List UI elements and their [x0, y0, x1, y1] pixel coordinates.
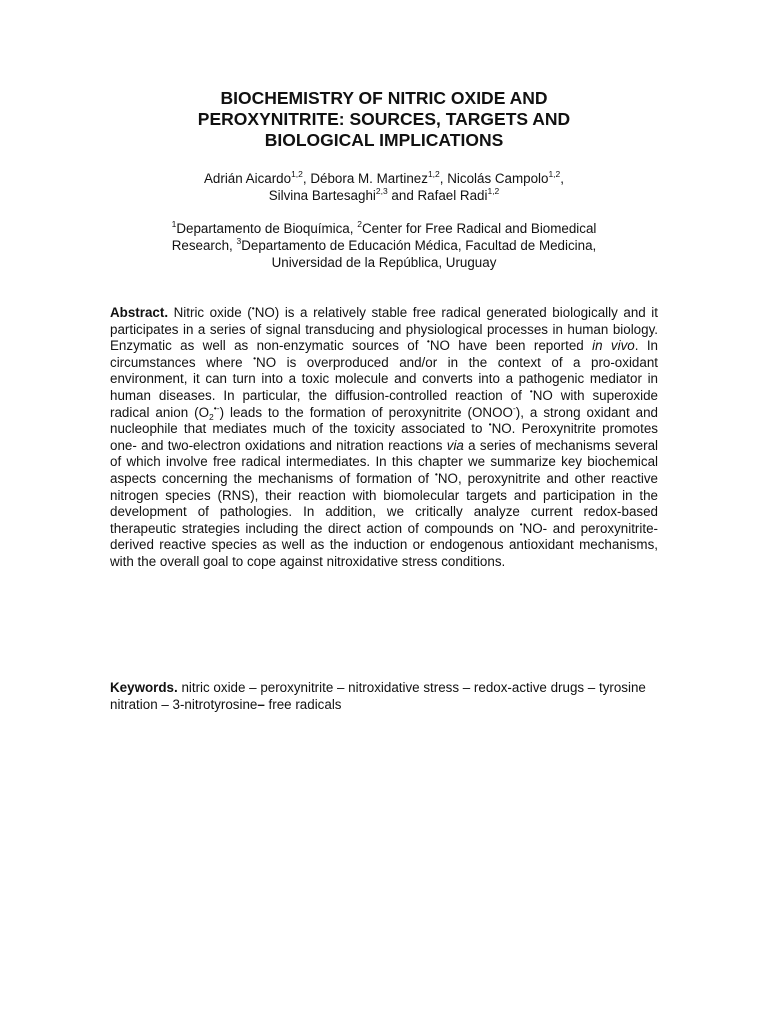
- affiliation-text: Departamento de Bioquímica,: [176, 221, 358, 236]
- author-affiliation-marker: 1,2: [548, 169, 561, 179]
- keywords-dash: –: [257, 697, 265, 712]
- abstract-text: Nitric oxide (: [168, 305, 252, 320]
- keywords-text: free radicals: [264, 697, 342, 712]
- radical-dot: •: [519, 518, 523, 529]
- title-line-2: PEROXYNITRITE: SOURCES, TARGETS AND: [197, 109, 571, 129]
- superscript: -: [512, 402, 516, 413]
- author-affiliation-marker: 2,3: [375, 186, 388, 196]
- author-separator: ,: [439, 171, 448, 186]
- affiliation-text: Research,: [171, 238, 237, 253]
- author-name: Rafael Radi: [417, 188, 488, 203]
- keywords: [110, 679, 658, 713]
- paper-title: [110, 88, 658, 151]
- affiliation-marker: 2: [357, 219, 362, 229]
- superscript: •-: [213, 402, 220, 413]
- affiliation-marker: 1: [171, 219, 177, 229]
- title-line-1: BIOCHEMISTRY OF NITRIC OXIDE AND: [220, 88, 548, 108]
- affiliation-marker: 3: [236, 236, 242, 246]
- abstract-italic-term: in vivo: [592, 338, 635, 354]
- keywords-label: Keywords.: [110, 680, 178, 695]
- abstract-text: . In circumstances where: [110, 338, 658, 370]
- subscript: 2: [209, 411, 214, 422]
- keywords-text: nitric oxide – peroxynitrite – nitroxidative stress – redox-active drugs – tyrosine nitration – 3-nitrotyrosine: [110, 680, 646, 712]
- abstract-text: NO is overproduced and/or in the context of a pro-oxidant environment, it can turn into a toxic molecule and converts into a pathogenic mediator in human diseases. In particular, the diffusion-controlled reaction of: [110, 354, 658, 403]
- abstract-text: NO- and peroxynitrite-derived reactive species as well as the induction or endogenous antioxidant mechanisms, with the overall goal to cope against nitroxidative stress conditions.: [110, 520, 658, 569]
- affiliation-text: Departamento de Educación Médica, Facultad de Medicina,: [241, 238, 597, 253]
- radical-dot: •: [253, 352, 257, 363]
- radical-dot: •: [488, 419, 492, 430]
- abstract-text: NO. Peroxynitrite promotes one- and two-electron oxidations and nitration reactions: [110, 421, 658, 453]
- author-name: Débora M. Martinez: [310, 171, 428, 186]
- author-separator: ,: [560, 171, 565, 186]
- author-name: Adrián Aicardo: [203, 171, 292, 186]
- author-name: Nicolás Campolo: [447, 171, 549, 186]
- author-affiliation-marker: 1,2: [291, 169, 303, 179]
- author-affiliation-marker: 1,2: [487, 186, 500, 196]
- radical-dot: •: [529, 385, 533, 396]
- abstract-text: NO with superoxide radical anion (O: [110, 387, 658, 420]
- radical-dot: •: [434, 468, 438, 479]
- abstract-text: NO, peroxynitrite and other reactive nitrogen species (RNS), their reaction with biomolecular targets and participation in the development of pathologies. In addition, we critically analyze current redox-based therapeutic strategies including the direct action of compounds on: [110, 470, 658, 536]
- radical-dot: •: [251, 303, 255, 313]
- affiliations: [110, 220, 658, 271]
- author-name: Silvina Bartesaghi: [268, 188, 376, 203]
- affiliation-text: Center for Free Radical and Biomedical: [361, 221, 597, 236]
- author-affiliation-marker: 1,2: [427, 169, 440, 179]
- abstract-text: ), a strong oxidant and nucleophile that mediates much of the toxicity associated to: [110, 404, 658, 437]
- title-line-3: BIOLOGICAL IMPLICATIONS: [264, 130, 504, 150]
- author-list: [110, 170, 658, 204]
- author-separator: and: [387, 188, 418, 203]
- affiliation-text: Universidad de la República, Uruguay: [271, 255, 497, 270]
- abstract-label: Abstract.: [110, 305, 169, 320]
- abstract-text: a series of mechanisms several of which involve free radical intermediates. In this chapter we summarize key biochemical aspects concerning the mechanisms of formation of: [110, 437, 659, 486]
- abstract-text: NO) is a relatively stable free radical generated biologically and it participates in a series of signal transducing and physiological processes in human biology. Enzymatic as well as non-enzymatic sources of: [110, 305, 658, 354]
- abstract-italic-term: via: [446, 437, 464, 453]
- abstract-text: ) leads to the formation of peroxynitrite (ONOO: [219, 404, 513, 420]
- radical-dot: •: [426, 336, 430, 347]
- abstract-text: NO have been reported: [429, 338, 593, 354]
- abstract: [110, 305, 658, 571]
- author-separator: ,: [302, 171, 311, 186]
